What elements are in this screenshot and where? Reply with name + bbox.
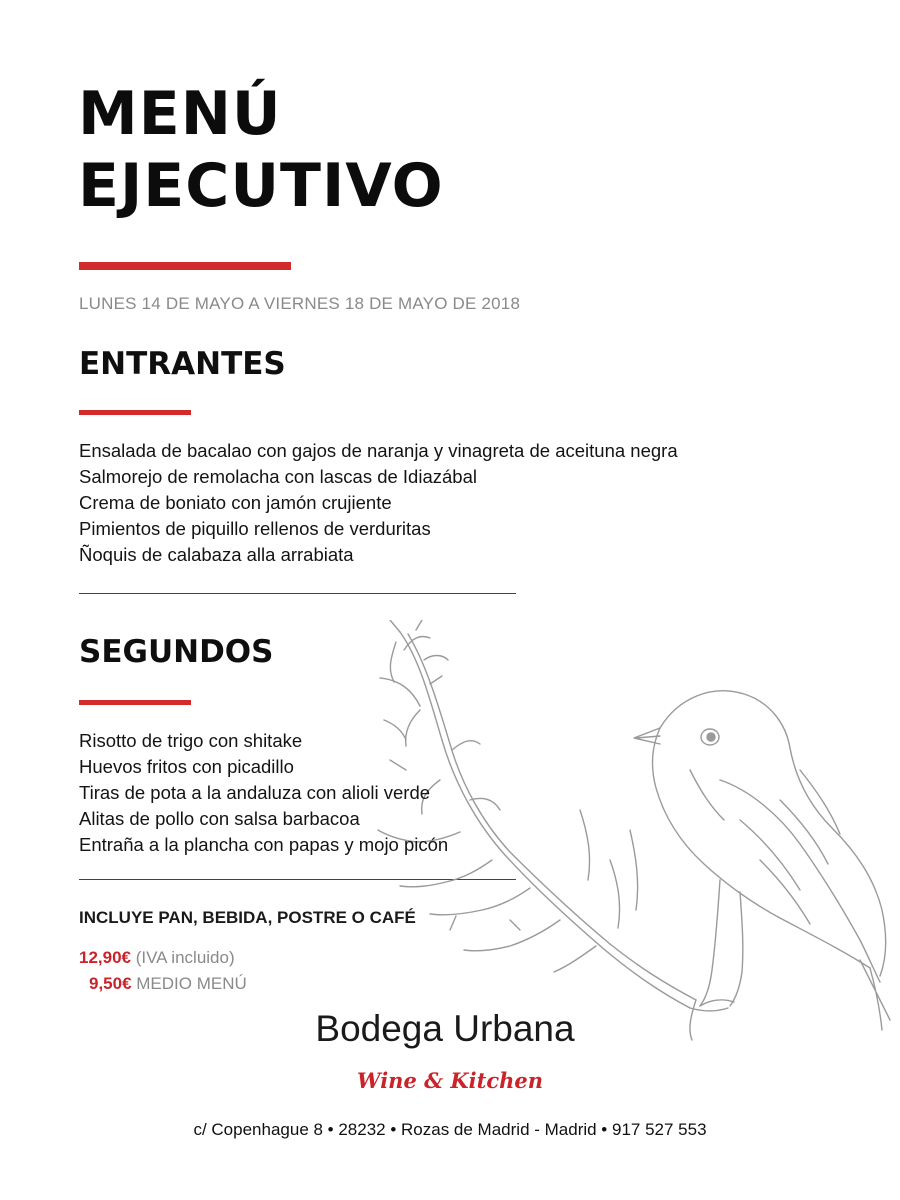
menu-title-line1: MENÚ	[78, 79, 282, 149]
list-item: Entraña a la plancha con papas y mojo picón	[79, 834, 449, 855]
list-item: Tiras de pota a la andaluza con alioli verde	[79, 782, 431, 803]
price-amount: 9,50€	[89, 974, 132, 993]
list-item: Crema de boniato con jamón crujiente	[79, 492, 392, 513]
entrantes-list	[79, 438, 678, 568]
list-item: Alitas de pollo con salsa barbacoa	[79, 808, 360, 829]
price-full-menu	[79, 948, 235, 968]
segundos-divider	[79, 700, 191, 705]
menu-title	[78, 78, 444, 222]
list-item: Ñoquis de calabaza alla arrabiata	[79, 544, 354, 565]
brand-tagline: Wine & Kitchen	[356, 1068, 544, 1093]
entrantes-divider	[79, 410, 191, 415]
list-item: Risotto de trigo con shitake	[79, 730, 303, 751]
price-half-menu	[89, 974, 247, 994]
title-divider	[79, 262, 291, 270]
segundos-list	[79, 728, 448, 858]
brand-name: Bodega Urbana	[315, 1008, 575, 1049]
date-range: LUNES 14 DE MAYO A VIERNES 18 DE MAYO DE 2018	[79, 294, 521, 313]
price-note: MEDIO MENÚ	[131, 974, 247, 993]
list-item: Salmorejo de remolacha con lascas de Idiazábal	[79, 466, 477, 487]
list-item: Huevos fritos con picadillo	[79, 756, 294, 777]
includes-note: INCLUYE PAN, BEBIDA, POSTRE O CAFÉ	[79, 908, 416, 927]
section-rule	[79, 593, 516, 594]
price-amount: 12,90€	[79, 948, 131, 967]
address-line: c/ Copenhague 8 • 28232 • Rozas de Madrid - Madrid • 917 527 553	[193, 1120, 707, 1139]
list-item: Pimientos de piquillo rellenos de verduritas	[79, 518, 431, 539]
entrantes-title: ENTRANTES	[79, 346, 286, 382]
segundos-title: SEGUNDOS	[79, 634, 274, 670]
price-note: (IVA incluido)	[131, 948, 235, 967]
list-item: Ensalada de bacalao con gajos de naranja y vinagreta de aceituna negra	[79, 440, 678, 461]
menu-title-line2: EJECUTIVO	[78, 151, 444, 221]
